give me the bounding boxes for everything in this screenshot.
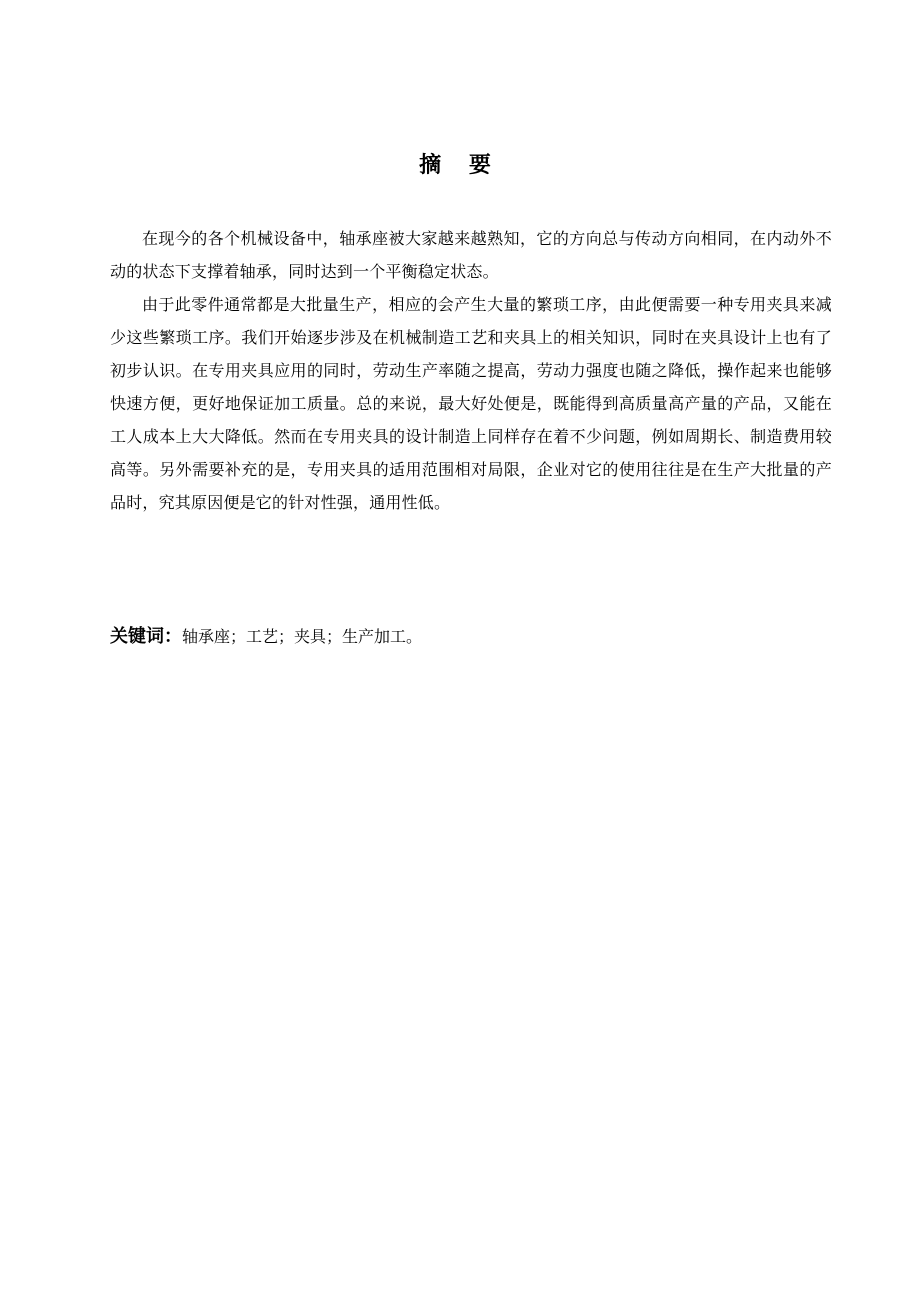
abstract-body <box>110 222 832 519</box>
keywords-value: 轴承座；工艺；夹具；生产加工。 <box>182 627 423 646</box>
page-title: 摘 要 <box>419 153 501 178</box>
abstract-paragraph-1: 在现今的各个机械设备中，轴承座被大家越来越熟知，它的方向总与传动方向相同，在内动外不动的状态下支撑着轴承，同时达到一个平衡稳定状态。 <box>110 229 832 281</box>
keywords-label: 关键词： <box>110 626 182 647</box>
abstract-paragraph-2: 由于此零件通常都是大批量生产，相应的会产生大量的繁琐工序，由此便需要一种专用夹具来减少这些繁琐工序。我们开始逐步涉及在机械制造工艺和夹具上的相关知识，同时在夹具设计上也有了初步认识。在专用夹具应用的同时，劳动生产率随之提高，劳动力强度也随之降低，操作起来也能够快速方便，更好地保证加工质量。总的来说，最大好处便是，既能得到高质量高产量的产品，又能在工人成本上大大降低。然而在专用夹具的设计制造上同样存在着不少问题，例如周期长、制造费用较高等。另外需要补充的是，专用夹具的适用范围相对局限，企业对它的使用往往是在生产大批量的产品时，究其原因便是它的针对性强，通用性低。 <box>110 295 832 512</box>
keywords-line <box>110 622 832 652</box>
